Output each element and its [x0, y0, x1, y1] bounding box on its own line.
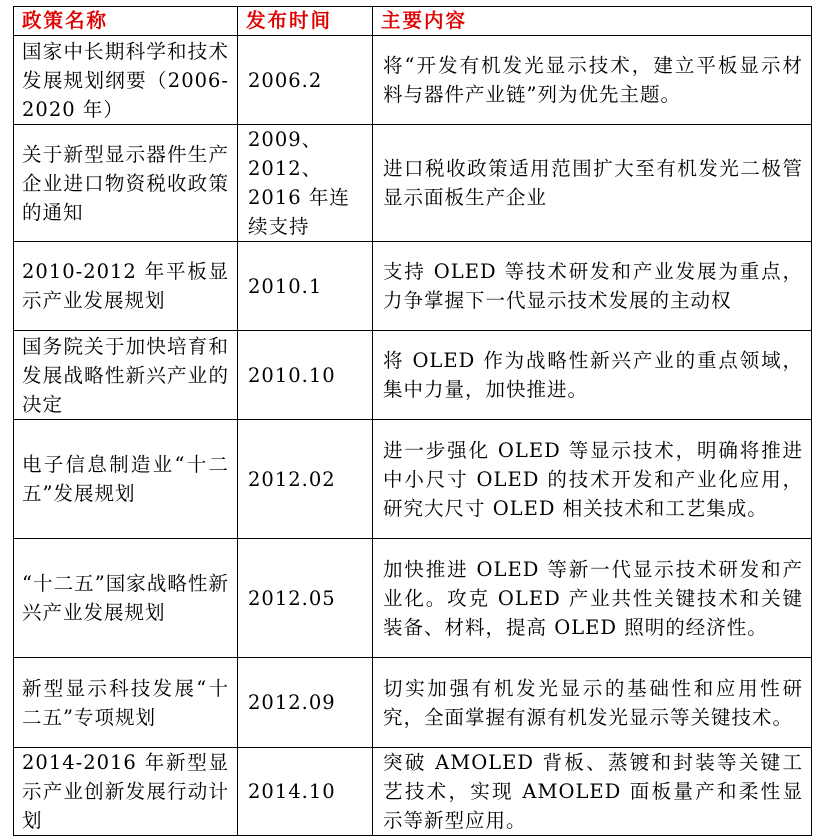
- policy-name-cell: 2014-2016 年新型显示产业创新发展行动计划: [14, 748, 238, 836]
- policy-name-cell: “十二五”国家战略性新兴产业发展规划: [14, 539, 238, 658]
- table-row: [14, 420, 812, 539]
- release-date-cell: 2010.1: [238, 242, 373, 331]
- policy-name-cell: 国务院关于加快培育和发展战略性新兴产业的决定: [14, 331, 238, 420]
- policy-name-cell: 国家中长期科学和技术发展规划纲要（2006-2020 年）: [14, 36, 238, 125]
- table-row: [14, 242, 812, 331]
- policy-name-cell: 2010-2012 年平板显示产业发展规划: [14, 242, 238, 331]
- content-cell: 将 OLED 作为战略性新兴产业的重点领域，集中力量，加快推进。: [373, 331, 812, 420]
- content-cell: 突破 AMOLED 背板、蒸镀和封装等关键工艺技术，实现 AMOLED 面板量产和柔性显示等新型应用。: [373, 748, 812, 836]
- table-row: [14, 125, 812, 242]
- header-row: [14, 7, 812, 36]
- release-date-cell: 2006.2: [238, 36, 373, 125]
- release-date-cell: 2012.02: [238, 420, 373, 539]
- content-cell: 进口税收政策适用范围扩大至有机发光二极管显示面板生产企业: [373, 125, 812, 242]
- header-release-date: 发布时间: [238, 7, 373, 36]
- policy-table: [13, 6, 812, 836]
- table-row: [14, 539, 812, 658]
- release-date-cell: 2014.10: [238, 748, 373, 836]
- content-cell: 切实加强有机发光显示的基础性和应用性研究，全面掌握有源有机发光显示等关键技术。: [373, 658, 812, 748]
- content-cell: 将“开发有机发光显示技术，建立平板显示材料与器件产业链”列为优先主题。: [373, 36, 812, 125]
- policy-name-cell: 新型显示科技发展“十二五”专项规划: [14, 658, 238, 748]
- content-cell: 加快推进 OLED 等新一代显示技术研发和产业化。攻克 OLED 产业共性关键技术和关键装备、材料，提高 OLED 照明的经济性。: [373, 539, 812, 658]
- table-row: [14, 658, 812, 748]
- policy-name-cell: 关于新型显示器件生产企业进口物资税收政策的通知: [14, 125, 238, 242]
- release-date-cell: 2009、2012、2016 年连续支持: [238, 125, 373, 242]
- policy-name-cell: 电子信息制造业“十二五”发展规划: [14, 420, 238, 539]
- table-row: [14, 331, 812, 420]
- content-cell: 进一步强化 OLED 等显示技术，明确将推进中小尺寸 OLED 的技术开发和产业化应用，研究大尺寸 OLED 相关技术和工艺集成。: [373, 420, 812, 539]
- release-date-cell: 2012.05: [238, 539, 373, 658]
- content-cell: 支持 OLED 等技术研发和产业发展为重点，力争掌握下一代显示技术发展的主动权: [373, 242, 812, 331]
- header-policy-name: 政策名称: [14, 7, 238, 36]
- header-main-content: 主要内容: [373, 7, 812, 36]
- table-row: [14, 748, 812, 836]
- release-date-cell: 2012.09: [238, 658, 373, 748]
- release-date-cell: 2010.10: [238, 331, 373, 420]
- table-row: [14, 36, 812, 125]
